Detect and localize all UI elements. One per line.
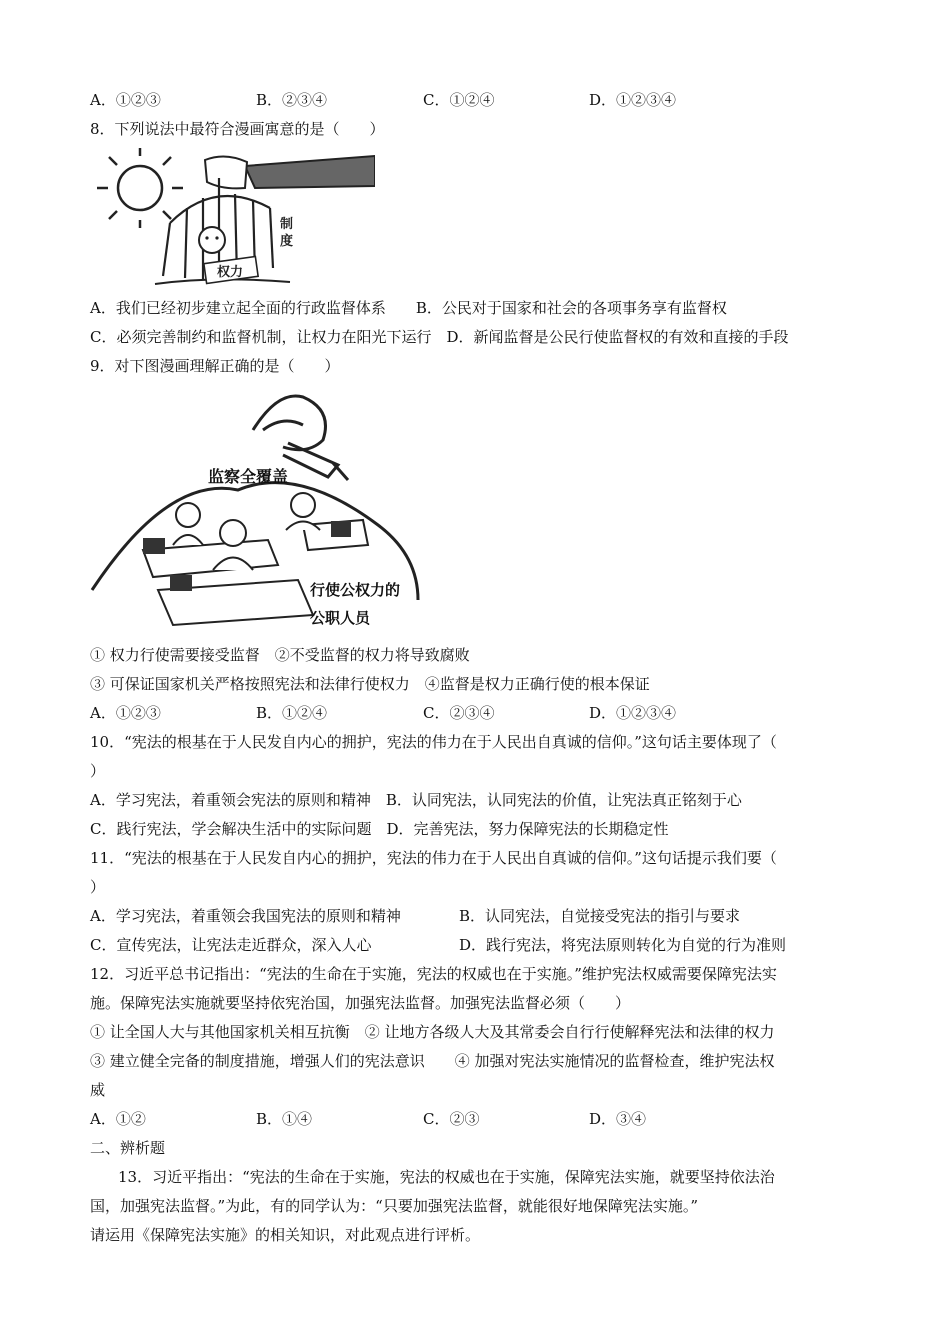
- q13-line-1: 13．习近平指出：“宪法的生命在于实施，宪法的权威也在于实施，保障宪法实施，就要坚持依法治: [118, 1168, 775, 1186]
- q8-cartoon: [95, 148, 375, 290]
- supervision-label: 监察全覆盖: [208, 467, 289, 486]
- system-label-2: 度: [280, 234, 294, 249]
- q9-items-2: ③ 可保证国家机关严格按照宪法和法律行使权力 ④监督是权力正确行使的根本保证: [90, 675, 650, 693]
- q11-stem-2: ）: [90, 878, 106, 896]
- q9-option-c: C．②③④: [423, 704, 495, 722]
- q7-option-a: A．①②③: [90, 91, 161, 109]
- q9-option-d: D．①②③④: [589, 704, 677, 722]
- q7-option-c: C．①②④: [423, 91, 495, 109]
- q8-cartoon-drawing: [95, 148, 375, 290]
- q9-option-b: B．①②④: [256, 704, 328, 722]
- q11-stem-1: 11．“宪法的根基在于人民发自内心的拥护，宪法的伟力在于人民出自真诚的信仰。”这句话提示我们要（: [90, 849, 777, 867]
- q9-stem: 9．对下图漫画理解正确的是（ ）: [90, 357, 340, 375]
- q8-options-row2: C．必须完善制约和监督机制，让权力在阳光下运行 D．新闻监督是公民行使监督权的有效和直接的手段: [90, 328, 789, 346]
- q7-option-d: D．①②③④: [589, 91, 677, 109]
- q12-option-a: A．①②: [90, 1110, 146, 1128]
- officials-label-1: 行使公权力的: [310, 581, 401, 599]
- q12-option-b: B．①④: [256, 1110, 313, 1128]
- system-label-1: 制: [280, 217, 294, 232]
- q9-cartoon-drawing: [88, 385, 423, 635]
- q9-cartoon: [88, 385, 423, 635]
- q12-option-d: D．③④: [589, 1110, 647, 1128]
- section-title: 二、辨析题: [90, 1139, 166, 1157]
- q8-stem: 8．下列说法中最符合漫画寓意的是（ ）: [90, 120, 385, 138]
- q10-options-row2: C．践行宪法，学会解决生活中的实际问题 D．完善宪法，努力保障宪法的长期稳定性: [90, 820, 669, 838]
- power-label: 权力: [217, 265, 244, 280]
- q12-items-3: 威: [90, 1081, 106, 1099]
- q11-option-a: A．学习宪法，着重领会我国宪法的原则和精神: [90, 907, 401, 925]
- q10-stem-2: ）: [90, 762, 106, 780]
- q8-options-row1: A．我们已经初步建立起全面的行政监督体系 B．公民对于国家和社会的各项事务享有监督权: [90, 299, 727, 317]
- q12-option-c: C．②③: [423, 1110, 480, 1128]
- sun-icon: [97, 148, 183, 228]
- q10-stem-1: 10．“宪法的根基在于人民发自内心的拥护，宪法的伟力在于人民出自真诚的信仰。”这句话主要体现了（: [90, 733, 777, 751]
- q9-option-a: A．①②③: [90, 704, 161, 722]
- q11-option-c: C．宣传宪法，让宪法走近群众，深入人心: [90, 936, 372, 954]
- q7-option-b: B．②③④: [256, 91, 328, 109]
- q12-stem-1: 12．习近平总书记指出：“宪法的生命在于实施，宪法的权威也在于实施。”维护宪法权威需要保障宪法实: [90, 965, 777, 983]
- q12-items-1: ① 让全国人大与其他国家机关相互抗衡 ② 让地方各级人大及其常委会自行行使解释宪法和法律的权力: [90, 1023, 775, 1041]
- q12-items-2: ③ 建立健全完备的制度措施，增强人们的宪法意识 ④ 加强对宪法实施情况的监督检查，维护宪法权: [90, 1052, 775, 1070]
- q11-option-d: D．践行宪法，将宪法原则转化为自觉的行为准则: [459, 936, 787, 954]
- q9-items-1: ① 权力行使需要接受监督 ②不受监督的权力将导致腐败: [90, 646, 470, 664]
- q11-option-b: B．认同宪法，自觉接受宪法的指引与要求: [459, 907, 741, 925]
- q10-options-row1: A．学习宪法，着重领会宪法的原则和精神 B．认同宪法，认同宪法的价值，让宪法真正铭刻于心: [90, 791, 742, 809]
- q13-line-2: 国，加强宪法监督。”为此，有的同学认为：“只要加强宪法监督，就能很好地保障宪法实施。”: [90, 1197, 699, 1215]
- officials-label-2: 公职人员: [310, 609, 371, 627]
- q13-line-3: 请运用《保障宪法实施》的相关知识，对此观点进行评析。: [90, 1226, 481, 1244]
- q12-stem-2: 施。保障宪法实施就要坚持依宪治国，加强宪法监督。加强宪法监督必须（ ）: [90, 994, 631, 1012]
